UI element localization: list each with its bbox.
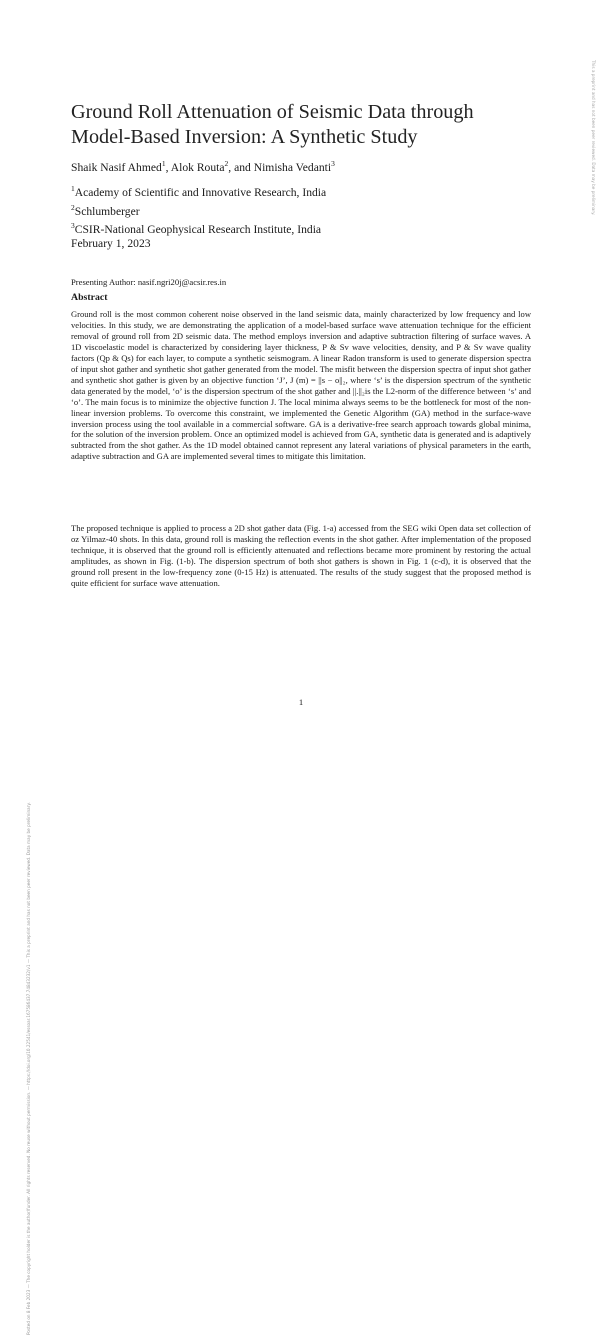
affiliation [71, 182, 326, 201]
author-affiliation-mark: 2 [224, 159, 229, 168]
paper-title: Ground Roll Attenuation of Seismic Data through Model-Based Inversion: A Synthetic Study [71, 101, 474, 148]
page-number: 1 [298, 697, 304, 707]
abstract-paragraph: The proposed technique is applied to process a 2D shot gather data (Fig. 1-a) accessed from the SEG wiki Open data set collection of oz Yilmaz-40 shots. In this data, ground roll is masking the reflection events in the shot gather. After implementation of the proposed technique, it is observed that the ground roll is efficiently attenuated and reflections became more prominent by restoring the actual amplitudes, as shown in Fig. (1-b). The dispersion spectrum of both shot gathers is shown in Fig. 1 (c-d), it is observed that the ground roll present in the low-frequency zone (0-15 Hz) is attenuated. The results of the study suggest that the proposed method is quite efficient for surface wave attenuation. [71, 523, 531, 588]
affiliation-mark: 2 [71, 202, 75, 212]
author-affiliation-mark: 1 [161, 159, 166, 168]
affiliation-text: CSIR-National Geophysical Research Institute, India [74, 223, 322, 236]
abstract-heading: Abstract [71, 292, 108, 303]
preprint-right-notice [588, 60, 598, 360]
author-name: Alok Routa [170, 161, 225, 174]
author-name: Nimisha Vedanti [253, 161, 332, 174]
affiliation-mark: 3 [71, 221, 75, 230]
affiliation-text: Schlumberger [74, 204, 140, 218]
right-notice-text: This a preprint and has not been peer reviewed. Data may be preliminary. [591, 60, 596, 216]
presenting-author: Presenting Author: nasif.ngri20j@acsir.res.in [71, 277, 227, 287]
affiliation-text: Academy of Scientific and Innovative Research, India [74, 186, 327, 199]
affiliation-mark: 1 [71, 184, 75, 193]
affiliation-list [71, 182, 326, 238]
side-notice-text: Posted on 8 Feb 2023 — The copyright holder is the author/funder. All rights reserved. No reuse without permission. — https://doi.org/10.22541/essoar.167586437.74843232/v1 — This a preprint and has not been peer reviewed. Data may be preliminary. [26, 802, 31, 1335]
publication-date: February 1, 2023 [71, 237, 151, 250]
preprint-side-notice [26, 60, 36, 1335]
author-name: Shaik Nasif Ahmed [71, 161, 162, 174]
author-affiliation-mark: 3 [331, 159, 335, 168]
author-list [71, 159, 335, 174]
author-separator: , [165, 161, 171, 174]
affiliation [71, 201, 326, 220]
affiliation [71, 219, 326, 238]
author-separator: , and [228, 161, 254, 174]
abstract-paragraph: Ground roll is the most common coherent noise observed in the land seismic data, mainly characterized by low frequency and low velocities. In this study, we are demonstrating the application of a model-based surface wave attenuation technique for the efficient removal of ground roll from 2D seismic data. The method employs inversion and adaptive subtraction filtering of surface waves. A 1D viscoelastic model is characterized by considering layer thickness, P & Sv wave velocities, density, and P & Sv wave quality factors (Qp & Qs) for each layer, to compute a synthetic seismogram. A linear Radon transform is used to generate dispersion spectra of input shot gather and synthetic shot gather generated from the model. The misfit between the dispersion spectra of input shot gather and synthetic shot gather is given by an objective function ‘J’, J (m) = ||s − o||₂, where ‘s’ is the dispersion spectrum of the synthetic data generated by the model, ‘o’ is the dispersion spectrum of the shot gather and ||.||₂is the L2-norm of the difference between ‘s’ and ‘o’. The main focus is to minimize the objective function J. The local minima always seems to be the bottleneck for most of the non-linear inversion problems. To overcome this constraint, we implemented the Genetic Algorithm (GA) method in the surface-wave inversion process using the tool available in a commercial software. GA is a derivative-free search approach towards global minima, for the solution of the inversion problem. Once an optimized model is achieved from GA, synthetic data is generated and is adaptively subtracted from the shot gather. As the 1D model obtained cannot represent any lateral variations of physical parameters in the earth, adaptive subtraction and GA are implemented several times to mitigate this limitation. [71, 309, 531, 462]
